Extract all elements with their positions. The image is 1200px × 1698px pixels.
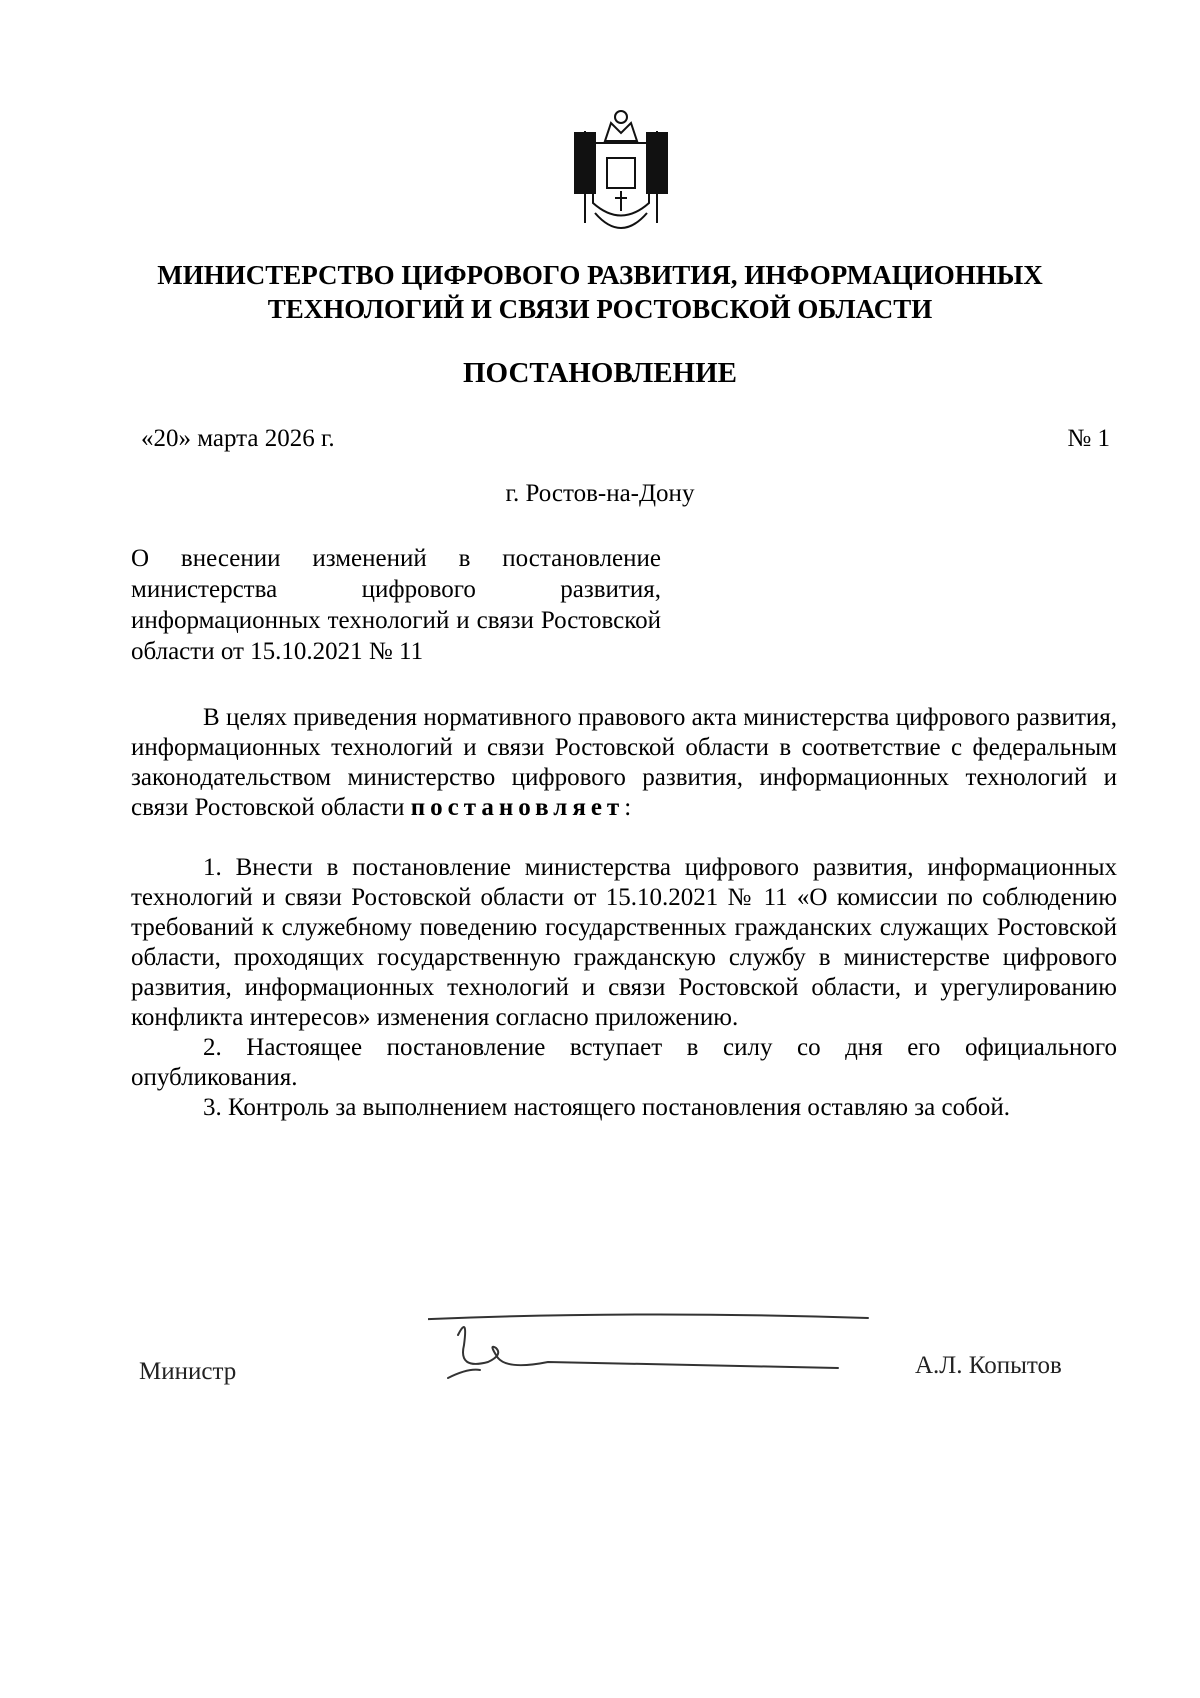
decree-word: постановляет xyxy=(410,794,625,821)
handwritten-signature-icon xyxy=(428,1310,908,1390)
document-city: г. Ростов-на-Дону xyxy=(505,480,695,507)
document-number: № 1 xyxy=(1067,425,1110,452)
item-1: 1. Внести в постановление министерства цифрового развития, информационных технологий и связи Ростовской области от 15.10.2021 № 11 «О комиссии по соблюдению требований к служебному поведению государственных гражданских служащих Ростовской области, проходящих государственную гражданскую службу в министерстве цифрового развития, информационных технологий и связи Ростовской области, и урегулированию конфликта интересов» изменения согласно приложению. xyxy=(131,854,1117,1031)
item-2: 2. Настоящее постановление вступает в силу со дня его официального опубликования. xyxy=(131,1034,1117,1091)
coat-of-arms-icon xyxy=(555,103,687,253)
preamble-text: В целях приведения нормативного правового акта министерства цифрового развития, информационных технологий и связи Ростовской области в соответствие с федеральным законодательством министерство цифрового развития, информационных технологий и связи Ростовской области xyxy=(131,704,1117,821)
document-subject: О внесении изменений в постановление министерства цифрового развития, информационных технологий и связи Ростовской области от 15.10.2021 № 11 xyxy=(131,545,661,665)
signatory-role: Министр xyxy=(139,1358,237,1385)
document-body xyxy=(131,703,1117,1123)
signatory-name: А.Л. Копытов xyxy=(915,1352,1062,1379)
document-date: «20» марта 2026 г. xyxy=(141,425,335,452)
ministry-name-line2: ТЕХНОЛОГИЙ И СВЯЗИ РОСТОВСКОЙ ОБЛАСТИ xyxy=(267,294,933,324)
ministry-name-line1: МИНИСТЕРСТВО ЦИФРОВОГО РАЗВИТИЯ, ИНФОРМАЦИОННЫХ xyxy=(157,260,1043,290)
ministry-name xyxy=(100,258,1100,326)
decree-colon: : xyxy=(624,794,632,821)
preamble-paragraph xyxy=(131,703,1117,823)
item-3: 3. Контроль за выполнением настоящего постановления оставляю за собой. xyxy=(203,1094,1010,1121)
document-type: ПОСТАНОВЛЕНИЕ xyxy=(462,357,737,389)
